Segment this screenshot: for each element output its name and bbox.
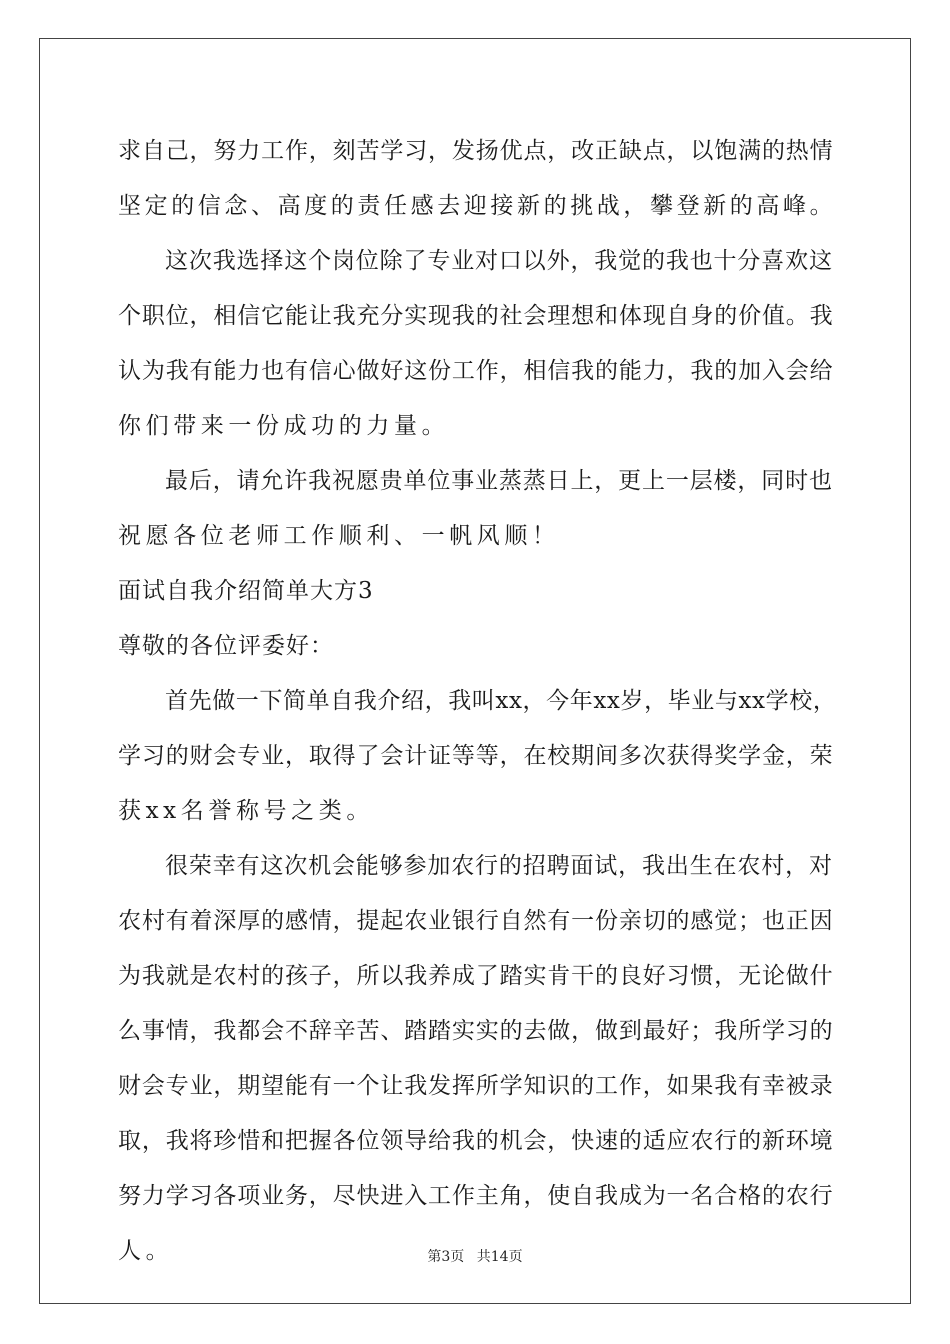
text-line: 农村有着深厚的感情，提起农业银行自然有一份亲切的感觉；也正因 xyxy=(118,908,834,934)
text-line: 个职位，相信它能让我充分实现我的社会理想和体现自身的价值。我 xyxy=(118,303,834,329)
page-footer xyxy=(0,1246,950,1266)
text-line: 学习的财会专业，取得了会计证等等，在校期间多次获得奖学金，荣 xyxy=(118,743,834,769)
page-total: 共14页 xyxy=(476,1249,523,1265)
text-line: 祝愿各位老师工作顺利、一帆风顺！ xyxy=(118,523,560,549)
text-line: 努力学习各项业务，尽快进入工作主角，使自我成为一名合格的农行 xyxy=(118,1183,834,1209)
paragraph-start-line: 这次我选择这个岗位除了专业对口以外，我觉的我也十分喜欢这 xyxy=(165,248,833,274)
page-number: 第3页 xyxy=(427,1249,465,1265)
section-heading: 面试自我介绍简单大方3 xyxy=(118,578,374,604)
text-line: 取，我将珍惜和把握各位领导给我的机会，快速的适应农行的新环境 xyxy=(118,1128,834,1154)
text-line: 为我就是农村的孩子，所以我养成了踏实肯干的良好习惯，无论做什 xyxy=(118,963,834,989)
salutation: 尊敬的各位评委好： xyxy=(118,633,334,659)
text-line: 人。 xyxy=(118,1238,174,1264)
paragraph-start-line: 最后，请允许我祝愿贵单位事业蒸蒸日上，更上一层楼，同时也 xyxy=(165,468,833,494)
text-line: 认为我有能力也有信心做好这份工作，相信我的能力，我的加入会给 xyxy=(118,358,834,384)
paragraph-start-line: 首先做一下简单自我介绍，我叫xx，今年xx岁，毕业与xx学校， xyxy=(165,688,837,714)
text-line: 坚定的信念、高度的责任感去迎接新的挑战，攀登新的高峰。 xyxy=(118,193,837,219)
text-line: 你们带来一份成功的力量。 xyxy=(118,413,450,439)
text-line: 财会专业，期望能有一个让我发挥所学知识的工作，如果我有幸被录 xyxy=(118,1073,834,1099)
paragraph-start-line: 很荣幸有这次机会能够参加农行的招聘面试，我出生在农村，对 xyxy=(165,853,833,879)
document-body xyxy=(118,124,838,1279)
text-line: 获xx名誉称号之类。 xyxy=(118,798,374,824)
text-line: 求自己，努力工作，刻苦学习，发扬优点，改正缺点，以饱满的热情 xyxy=(118,138,834,164)
text-line: 么事情，我都会不辞辛苦、踏踏实实的去做，做到最好；我所学习的 xyxy=(118,1018,834,1044)
